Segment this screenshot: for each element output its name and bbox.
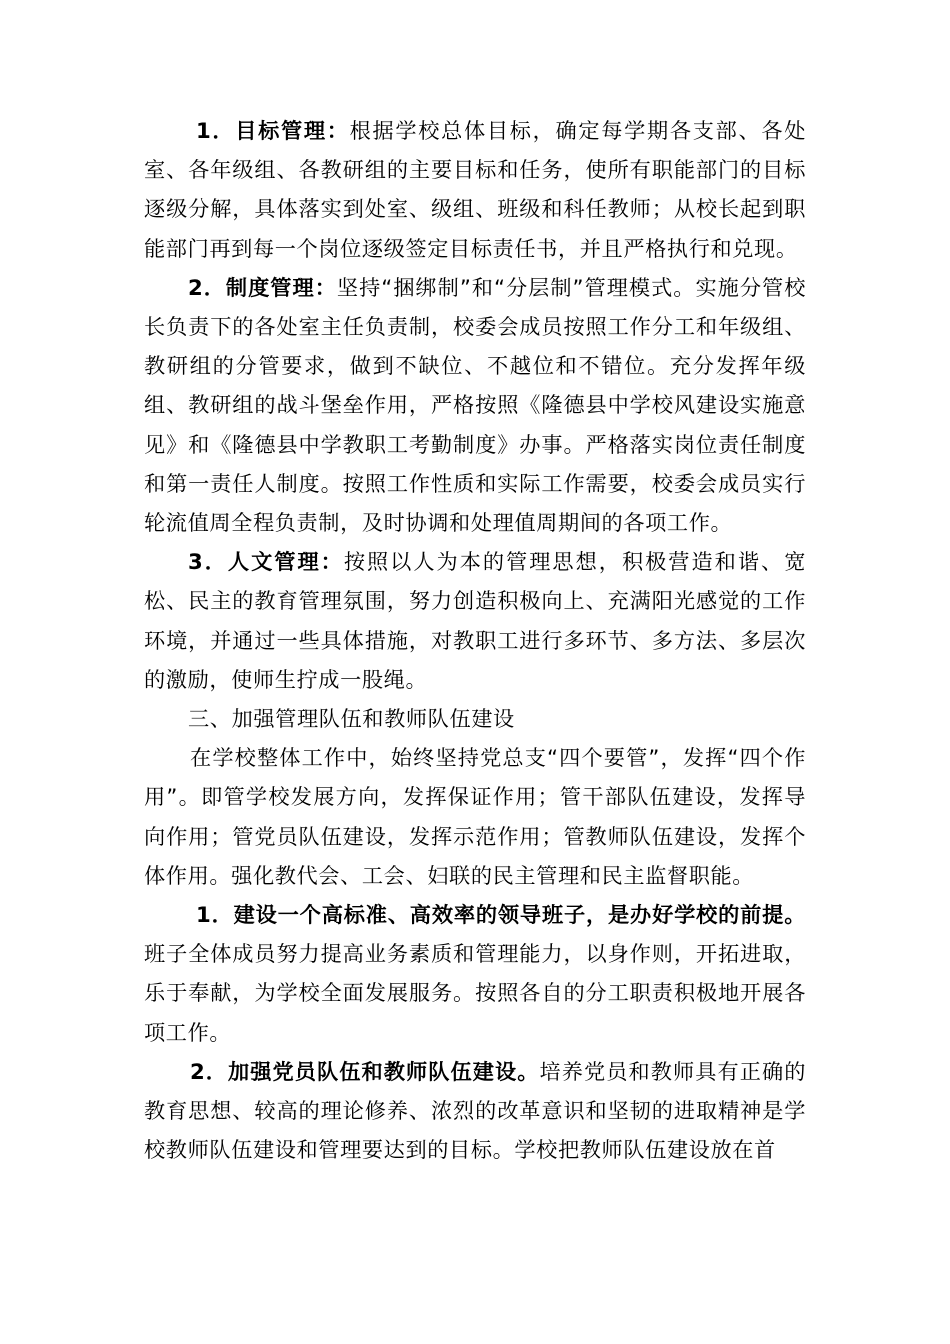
- paragraph-lead: 1．目标管理：: [196, 118, 350, 143]
- section-heading: 三、加强管理队伍和教师队伍建设: [188, 706, 515, 732]
- paragraph-teacher-team: [144, 1052, 806, 1170]
- paragraph-text: 根据学校总体目标，确定每学期各支部、各处室、各年级组、各教研组的主要目标和任务，使所有职能部门的目标逐级分解，具体落实到处室、级组、班级和科任教师；从校长起到职能部门再到每一个岗位逐级签定目标责任书，并且严格执行和兑现。: [144, 118, 806, 261]
- paragraph-system-management: [144, 268, 806, 542]
- paragraph-lead: 2．制度管理：: [188, 274, 337, 300]
- paragraph-text: 坚持“捆绑制”和“分层制”管理模式。实施分管校长负责下的各处室主任负责制，校委会成员按照工作分工和年级组、教研组的分管要求，做到不缺位、不越位和不错位。充分发挥年级组、教研组的战斗堡垒作用，严格按照《隆德县中学校风建设实施意见》和《隆德县中学教职工考勤制度》办事。严格落实岗位责任制度和第一责任人制度。按照工作性质和实际工作需要，校委会成员实行轮流值周全程负责制，及时协调和处理值周期间的各项工作。: [144, 274, 806, 536]
- paragraph-text: 班子全体成员努力提高业务素质和管理能力，以身作则，开拓进取，乐于奉献，为学校全面发展服务。按照各自的分工职责积极地开展各项工作。: [144, 941, 806, 1045]
- paragraph-text: 在学校整体工作中，始终坚持党总支“四个要管”，发挥“四个作用”。即管学校发展方向，发挥保证作用；管干部队伍建设，发挥导向作用；管党员队伍建设，发挥示范作用；管教师队伍建设，发挥个体作用。强化教代会、工会、妇联的民主管理和民主监督职能。: [144, 745, 806, 888]
- paragraph-four-roles: [144, 738, 806, 895]
- paragraph-text: 培养党员和教师具有正确的教育思想、较高的理论修养、浓烈的改革意识和坚韧的进取精神是学校教师队伍建设和管理要达到的目标。学校把教师队伍建设放在首: [144, 1058, 806, 1163]
- paragraph-lead: 3．人文管理：: [188, 549, 344, 575]
- paragraph-target-management: [144, 111, 806, 268]
- document-body: [144, 111, 806, 1169]
- paragraph-lead: 2．加强党员队伍和教师队伍建设。: [190, 1058, 540, 1084]
- paragraph-lead: 1．建设一个高标准、高效率的领导班子，是办好学校的前提。: [196, 902, 806, 928]
- paragraph-text: 按照以人为本的管理思想，积极营造和谐、宽松、民主的教育管理氛围，努力创造积极向上、充满阳光感觉的工作环境，并通过一些具体措施，对教职工进行多环节、多方法、多层次的激励，使师生拧成一股绳。: [144, 549, 806, 692]
- paragraph-leadership-team: [144, 895, 806, 1052]
- paragraph-humanistic-management: [144, 542, 806, 699]
